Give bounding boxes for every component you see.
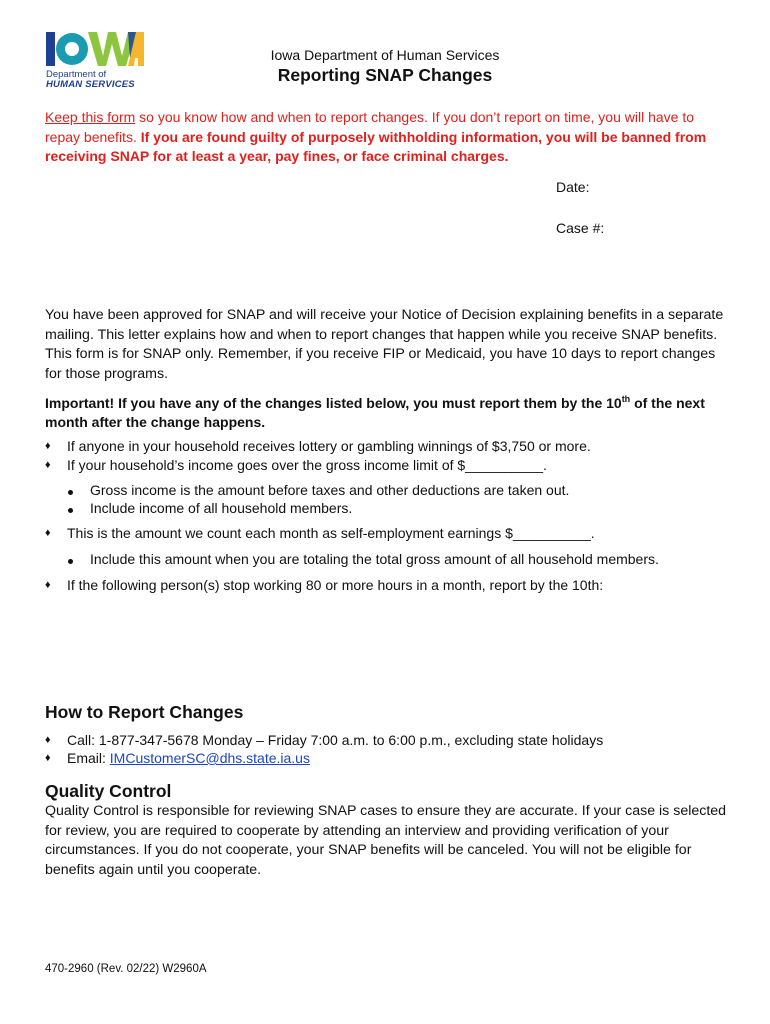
case-number-label: Case #: [556, 220, 605, 236]
agency-name: Iowa Department of Human Services [270, 47, 500, 63]
important-text-1: Important! If you have any of the changes listed below, you must report them by the 10 [45, 395, 622, 411]
quality-control-heading: Quality Control [45, 781, 172, 801]
keep-form-text: Keep this form [45, 109, 136, 125]
logo-line2: HUMAN SERVICES [46, 79, 135, 90]
important-notice [45, 394, 735, 432]
call-text: Call: 1-877-347-5678 Monday – Friday 7:00 a.m. to 6:00 p.m., excluding state holidays [67, 732, 604, 748]
diamond-bullet-icon: ♦ [45, 752, 51, 764]
diamond-bullet-icon: ♦ [45, 734, 51, 746]
warning-bold-text: If you are found guilty of purposely withholding information, you will be banned from receiving SNAP for at least a year, pay fines, or face criminal charges. [45, 128, 707, 164]
round-bullet-icon [68, 499, 82, 517]
change-item-text: If the following person(s) stop working 80 or more hours in a month, report by the 10th: [67, 577, 604, 593]
intro-paragraph: You have been approved for SNAP and will receive your Notice of Decision explaining benefits in a separate mailing. This letter explains how and when to report changes that happen while you receive SNAP benefits. This form is for SNAP only. Remember, if you receive FIP or Medicaid, you have 10 days to report changes for those programs. [45, 307, 724, 382]
important-superscript: th [621, 394, 631, 404]
date-label: Date: [556, 179, 590, 195]
important-text-2: of the next month after the change happens. [45, 395, 705, 430]
diamond-bullet-icon: ♦ [45, 440, 51, 452]
document-title: Reporting SNAP Changes [277, 65, 493, 85]
how-to-report-heading: How to Report Changes [45, 702, 244, 722]
sub-item-text: Include this amount when you are totaling the total gross amount of all household members. [90, 551, 659, 567]
diamond-bullet-icon: ♦ [45, 459, 51, 471]
email-line [67, 749, 310, 767]
form-number-footer: 470-2960 (Rev. 02/22) W2960A [45, 963, 207, 975]
sub-item-text: Gross income is the amount before taxes and other deductions are taken out. [90, 482, 570, 498]
diamond-bullet-icon: ♦ [45, 527, 51, 539]
diamond-bullet-icon: ♦ [45, 579, 51, 591]
logo-department-text [46, 70, 135, 90]
change-item-text: If your household’s income goes over the gross income limit of $__________. [67, 457, 547, 473]
email-label: Email: [67, 750, 110, 766]
change-item-text: This is the amount we count each month as self-employment earnings $__________. [67, 525, 595, 541]
sub-item-text: Include income of all household members. [90, 500, 353, 516]
quality-control-paragraph: Quality Control is responsible for reviewing SNAP cases to ensure they are accurate. If your case is selected for review, you are required to cooperate by attending an interview and providing verification of your circumstances. If you do not cooperate, your SNAP benefits will be canceled. You will not be eligible for benefits again until you cooperate. [45, 803, 727, 878]
round-bullet-icon [68, 550, 82, 568]
change-item-text: If anyone in your household receives lottery or gambling winnings of $3,750 or more. [67, 438, 591, 454]
email-link[interactable]: IMCustomerSC@dhs.state.ia.us [109, 750, 310, 766]
logo-line1: Department of [46, 69, 107, 80]
round-bullet-icon [68, 481, 82, 499]
warning-paragraph [45, 108, 725, 167]
warning-text: so you know how and when to report changes. If you don’t report on time, you will have to repay benefits. [45, 109, 695, 145]
